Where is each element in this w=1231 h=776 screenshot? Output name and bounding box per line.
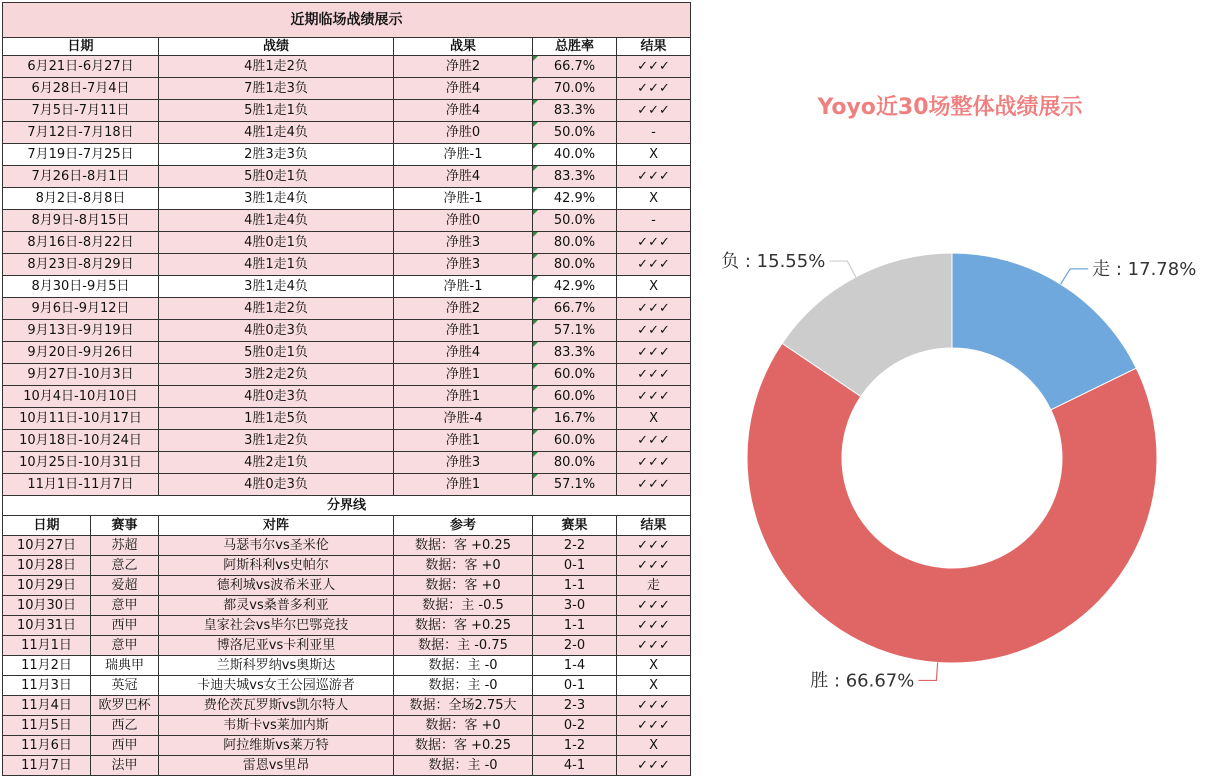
match-league: 意乙 bbox=[91, 556, 159, 576]
row-net: 净胜1 bbox=[394, 364, 533, 386]
match-row bbox=[3, 656, 691, 676]
row-rate: 66.7% bbox=[533, 298, 617, 320]
row-date: 8月23日-8月29日 bbox=[3, 254, 159, 276]
row-date: 7月26日-8月1日 bbox=[3, 166, 159, 188]
match-score: 0-1 bbox=[533, 556, 617, 576]
leader-line-1 bbox=[918, 662, 937, 680]
leader-line-2 bbox=[829, 261, 855, 277]
match-row bbox=[3, 676, 691, 696]
table-row bbox=[3, 78, 691, 100]
table-row bbox=[3, 408, 691, 430]
col-result-header: 结果 bbox=[617, 38, 691, 56]
match-score: 1-1 bbox=[533, 616, 617, 636]
row-result: - bbox=[617, 122, 691, 144]
row-net: 净胜4 bbox=[394, 100, 533, 122]
match-league: 西乙 bbox=[91, 716, 159, 736]
col-match-header: 对阵 bbox=[159, 516, 394, 536]
match-date: 11月6日 bbox=[3, 736, 91, 756]
row-rate: 57.1% bbox=[533, 474, 617, 496]
header-row-2 bbox=[3, 516, 691, 536]
row-rate: 42.9% bbox=[533, 276, 617, 298]
row-net: 净胜4 bbox=[394, 166, 533, 188]
row-net: 净胜3 bbox=[394, 452, 533, 474]
match-ref: 数据：主 -0 bbox=[394, 676, 533, 696]
match-date: 11月7日 bbox=[3, 756, 91, 776]
donut-chart bbox=[692, 0, 1231, 775]
row-date: 8月30日-9月5日 bbox=[3, 276, 159, 298]
row-record: 5胜0走1负 bbox=[159, 342, 394, 364]
row-record: 4胜1走2负 bbox=[159, 298, 394, 320]
col-date-header-2: 日期 bbox=[3, 516, 91, 536]
table-row bbox=[3, 452, 691, 474]
match-row bbox=[3, 636, 691, 656]
match-date: 11月2日 bbox=[3, 656, 91, 676]
match-date: 10月29日 bbox=[3, 576, 91, 596]
row-result: X bbox=[617, 144, 691, 166]
row-net: 净胜2 bbox=[394, 56, 533, 78]
match-result: ✓✓✓ bbox=[617, 596, 691, 616]
match-score: 4-1 bbox=[533, 756, 617, 776]
row-record: 7胜1走3负 bbox=[159, 78, 394, 100]
table-row bbox=[3, 298, 691, 320]
match-result: X bbox=[617, 736, 691, 756]
match-league: 法甲 bbox=[91, 756, 159, 776]
row-net: 净胜-1 bbox=[394, 276, 533, 298]
col-result-header-2: 结果 bbox=[617, 516, 691, 536]
col-league-header: 赛事 bbox=[91, 516, 159, 536]
row-record: 4胜0走3负 bbox=[159, 386, 394, 408]
match-league: 爱超 bbox=[91, 576, 159, 596]
match-score: 2-2 bbox=[533, 536, 617, 556]
row-record: 1胜1走5负 bbox=[159, 408, 394, 430]
match-score: 2-0 bbox=[533, 636, 617, 656]
table-row bbox=[3, 474, 691, 496]
table-row bbox=[3, 100, 691, 122]
match-score: 1-1 bbox=[533, 576, 617, 596]
match-result: ✓✓✓ bbox=[617, 616, 691, 636]
row-net: 净胜3 bbox=[394, 232, 533, 254]
table-row bbox=[3, 56, 691, 78]
match-result: ✓✓✓ bbox=[617, 756, 691, 776]
table-row bbox=[3, 232, 691, 254]
row-net: 净胜-4 bbox=[394, 408, 533, 430]
col-date-header: 日期 bbox=[3, 38, 159, 56]
row-rate: 60.0% bbox=[533, 430, 617, 452]
row-result: ✓✓✓ bbox=[617, 254, 691, 276]
row-net: 净胜-1 bbox=[394, 188, 533, 210]
row-date: 8月2日-8月8日 bbox=[3, 188, 159, 210]
table-row bbox=[3, 320, 691, 342]
row-result: ✓✓✓ bbox=[617, 474, 691, 496]
match-date: 10月31日 bbox=[3, 616, 91, 636]
match-result: X bbox=[617, 656, 691, 676]
row-net: 净胜1 bbox=[394, 386, 533, 408]
row-rate: 80.0% bbox=[533, 232, 617, 254]
row-rate: 66.7% bbox=[533, 56, 617, 78]
match-match: 德利城vs波希米亚人 bbox=[159, 576, 394, 596]
match-match: 都灵vs桑普多利亚 bbox=[159, 596, 394, 616]
match-ref: 数据：客 +0.25 bbox=[394, 536, 533, 556]
row-rate: 80.0% bbox=[533, 254, 617, 276]
match-score: 3-0 bbox=[533, 596, 617, 616]
row-net: 净胜4 bbox=[394, 342, 533, 364]
slice-1 bbox=[747, 343, 1157, 663]
row-rate: 83.3% bbox=[533, 342, 617, 364]
table-title: 近期临场战绩展示 bbox=[3, 3, 691, 38]
row-rate: 83.3% bbox=[533, 166, 617, 188]
row-record: 4胜1走4负 bbox=[159, 122, 394, 144]
row-net: 净胜-1 bbox=[394, 144, 533, 166]
row-date: 7月12日-7月18日 bbox=[3, 122, 159, 144]
match-row bbox=[3, 556, 691, 576]
row-date: 7月5日-7月11日 bbox=[3, 100, 159, 122]
row-result: ✓✓✓ bbox=[617, 364, 691, 386]
match-league: 苏超 bbox=[91, 536, 159, 556]
match-result: ✓✓✓ bbox=[617, 556, 691, 576]
row-date: 11月1日-11月7日 bbox=[3, 474, 159, 496]
match-date: 11月3日 bbox=[3, 676, 91, 696]
row-result: ✓✓✓ bbox=[617, 430, 691, 452]
match-match: 阿拉维斯vs莱万特 bbox=[159, 736, 394, 756]
row-result: ✓✓✓ bbox=[617, 78, 691, 100]
match-row bbox=[3, 716, 691, 736]
table-row bbox=[3, 276, 691, 298]
row-rate: 50.0% bbox=[533, 210, 617, 232]
row-date: 9月20日-9月26日 bbox=[3, 342, 159, 364]
row-result: X bbox=[617, 276, 691, 298]
row-date: 9月13日-9月19日 bbox=[3, 320, 159, 342]
match-row bbox=[3, 576, 691, 596]
divider-row: 分界线 bbox=[3, 496, 691, 516]
row-result: ✓✓✓ bbox=[617, 56, 691, 78]
match-league: 意甲 bbox=[91, 636, 159, 656]
match-match: 韦斯卡vs莱加内斯 bbox=[159, 716, 394, 736]
row-result: - bbox=[617, 210, 691, 232]
match-league: 欧罗巴杯 bbox=[91, 696, 159, 716]
slice-label-2: 负 : 15.55% bbox=[721, 251, 826, 273]
row-date: 8月16日-8月22日 bbox=[3, 232, 159, 254]
row-result: X bbox=[617, 408, 691, 430]
match-ref: 数据：主 -0.5 bbox=[394, 596, 533, 616]
row-rate: 42.9% bbox=[533, 188, 617, 210]
match-ref: 数据：客 +0 bbox=[394, 556, 533, 576]
match-league: 瑞典甲 bbox=[91, 656, 159, 676]
match-score: 1-4 bbox=[533, 656, 617, 676]
row-rate: 40.0% bbox=[533, 144, 617, 166]
match-match: 皇家社会vs毕尔巴鄂竞技 bbox=[159, 616, 394, 636]
row-record: 3胜1走2负 bbox=[159, 430, 394, 452]
row-net: 净胜1 bbox=[394, 474, 533, 496]
row-record: 4胜2走1负 bbox=[159, 452, 394, 474]
table-row bbox=[3, 166, 691, 188]
match-score: 1-2 bbox=[533, 736, 617, 756]
col-ref-header: 参考 bbox=[394, 516, 533, 536]
row-rate: 60.0% bbox=[533, 364, 617, 386]
match-row bbox=[3, 596, 691, 616]
row-rate: 70.0% bbox=[533, 78, 617, 100]
row-result: ✓✓✓ bbox=[617, 100, 691, 122]
match-row bbox=[3, 616, 691, 636]
row-net: 净胜1 bbox=[394, 430, 533, 452]
row-rate: 16.7% bbox=[533, 408, 617, 430]
match-ref: 数据：客 +0.25 bbox=[394, 736, 533, 756]
match-result: X bbox=[617, 676, 691, 696]
row-rate: 57.1% bbox=[533, 320, 617, 342]
table-row bbox=[3, 254, 691, 276]
row-date: 9月27日-10月3日 bbox=[3, 364, 159, 386]
match-result: ✓✓✓ bbox=[617, 536, 691, 556]
row-date: 8月9日-8月15日 bbox=[3, 210, 159, 232]
row-net: 净胜4 bbox=[394, 78, 533, 100]
row-date: 7月19日-7月25日 bbox=[3, 144, 159, 166]
match-result: 走 bbox=[617, 576, 691, 596]
row-record: 3胜2走2负 bbox=[159, 364, 394, 386]
table-row bbox=[3, 144, 691, 166]
row-date: 10月4日-10月10日 bbox=[3, 386, 159, 408]
table-row bbox=[3, 210, 691, 232]
match-result: ✓✓✓ bbox=[617, 716, 691, 736]
match-date: 10月28日 bbox=[3, 556, 91, 576]
chart-title: Yoyo近30场整体战绩展示 bbox=[817, 95, 1083, 120]
match-date: 11月1日 bbox=[3, 636, 91, 656]
match-match: 卡迪夫城vs女王公园巡游者 bbox=[159, 676, 394, 696]
row-record: 5胜0走1负 bbox=[159, 166, 394, 188]
row-date: 10月18日-10月24日 bbox=[3, 430, 159, 452]
row-date: 6月28日-7月4日 bbox=[3, 78, 159, 100]
slice-label-1: 胜 : 66.67% bbox=[810, 670, 915, 692]
match-ref: 数据：客 +0 bbox=[394, 716, 533, 736]
match-row bbox=[3, 696, 691, 716]
results-table bbox=[2, 2, 691, 776]
row-net: 净胜1 bbox=[394, 320, 533, 342]
table-row bbox=[3, 386, 691, 408]
match-date: 10月27日 bbox=[3, 536, 91, 556]
match-ref: 数据：客 +0 bbox=[394, 576, 533, 596]
row-result: ✓✓✓ bbox=[617, 298, 691, 320]
match-match: 兰斯科罗纳vs奥斯达 bbox=[159, 656, 394, 676]
row-record: 2胜3走3负 bbox=[159, 144, 394, 166]
table-row bbox=[3, 122, 691, 144]
col-net-header: 战果 bbox=[394, 38, 533, 56]
col-rate-header: 总胜率 bbox=[533, 38, 617, 56]
match-row bbox=[3, 756, 691, 776]
match-score: 0-2 bbox=[533, 716, 617, 736]
match-score: 0-1 bbox=[533, 676, 617, 696]
row-result: ✓✓✓ bbox=[617, 166, 691, 188]
match-result: ✓✓✓ bbox=[617, 696, 691, 716]
row-date: 9月6日-9月12日 bbox=[3, 298, 159, 320]
row-result: ✓✓✓ bbox=[617, 232, 691, 254]
match-ref: 数据：主 -0 bbox=[394, 656, 533, 676]
row-record: 4胜0走1负 bbox=[159, 232, 394, 254]
table-row bbox=[3, 364, 691, 386]
row-rate: 83.3% bbox=[533, 100, 617, 122]
table-row bbox=[3, 342, 691, 364]
row-result: ✓✓✓ bbox=[617, 342, 691, 364]
row-result: ✓✓✓ bbox=[617, 320, 691, 342]
match-ref: 数据：主 -0.75 bbox=[394, 636, 533, 656]
row-record: 4胜0走3负 bbox=[159, 320, 394, 342]
match-date: 10月30日 bbox=[3, 596, 91, 616]
row-date: 10月25日-10月31日 bbox=[3, 452, 159, 474]
match-league: 西甲 bbox=[91, 736, 159, 756]
match-match: 阿斯科利vs史帕尔 bbox=[159, 556, 394, 576]
match-match: 马瑟韦尔vs圣米伦 bbox=[159, 536, 394, 556]
col-score-header: 赛果 bbox=[533, 516, 617, 536]
row-record: 3胜1走4负 bbox=[159, 276, 394, 298]
match-date: 11月4日 bbox=[3, 696, 91, 716]
row-record: 5胜1走1负 bbox=[159, 100, 394, 122]
match-ref: 数据：主 -0 bbox=[394, 756, 533, 776]
match-match: 费伦茨瓦罗斯vs凯尔特人 bbox=[159, 696, 394, 716]
row-record: 4胜1走2负 bbox=[159, 56, 394, 78]
row-result: X bbox=[617, 188, 691, 210]
match-row bbox=[3, 536, 691, 556]
row-rate: 80.0% bbox=[533, 452, 617, 474]
row-date: 6月21日-6月27日 bbox=[3, 56, 159, 78]
row-net: 净胜2 bbox=[394, 298, 533, 320]
match-league: 西甲 bbox=[91, 616, 159, 636]
row-net: 净胜0 bbox=[394, 210, 533, 232]
row-record: 4胜1走4负 bbox=[159, 210, 394, 232]
match-ref: 数据：全场2.75大 bbox=[394, 696, 533, 716]
leader-line-0 bbox=[1061, 269, 1089, 284]
row-net: 净胜0 bbox=[394, 122, 533, 144]
slice-label-0: 走 : 17.78% bbox=[1092, 258, 1197, 280]
match-match: 博洛尼亚vs卡利亚里 bbox=[159, 636, 394, 656]
match-date: 11月5日 bbox=[3, 716, 91, 736]
match-row bbox=[3, 736, 691, 756]
row-record: 4胜1走1负 bbox=[159, 254, 394, 276]
table-row bbox=[3, 188, 691, 210]
row-date: 10月11日-10月17日 bbox=[3, 408, 159, 430]
match-match: 雷恩vs里昂 bbox=[159, 756, 394, 776]
match-league: 英冠 bbox=[91, 676, 159, 696]
row-rate: 60.0% bbox=[533, 386, 617, 408]
row-record: 4胜0走3负 bbox=[159, 474, 394, 496]
row-record: 3胜1走4负 bbox=[159, 188, 394, 210]
match-league: 意甲 bbox=[91, 596, 159, 616]
table-row bbox=[3, 430, 691, 452]
col-record-header: 战绩 bbox=[159, 38, 394, 56]
match-ref: 数据：客 +0.25 bbox=[394, 616, 533, 636]
header-row bbox=[3, 38, 691, 56]
row-rate: 50.0% bbox=[533, 122, 617, 144]
row-result: ✓✓✓ bbox=[617, 386, 691, 408]
match-result: ✓✓✓ bbox=[617, 636, 691, 656]
row-result: ✓✓✓ bbox=[617, 452, 691, 474]
match-score: 2-3 bbox=[533, 696, 617, 716]
row-net: 净胜3 bbox=[394, 254, 533, 276]
